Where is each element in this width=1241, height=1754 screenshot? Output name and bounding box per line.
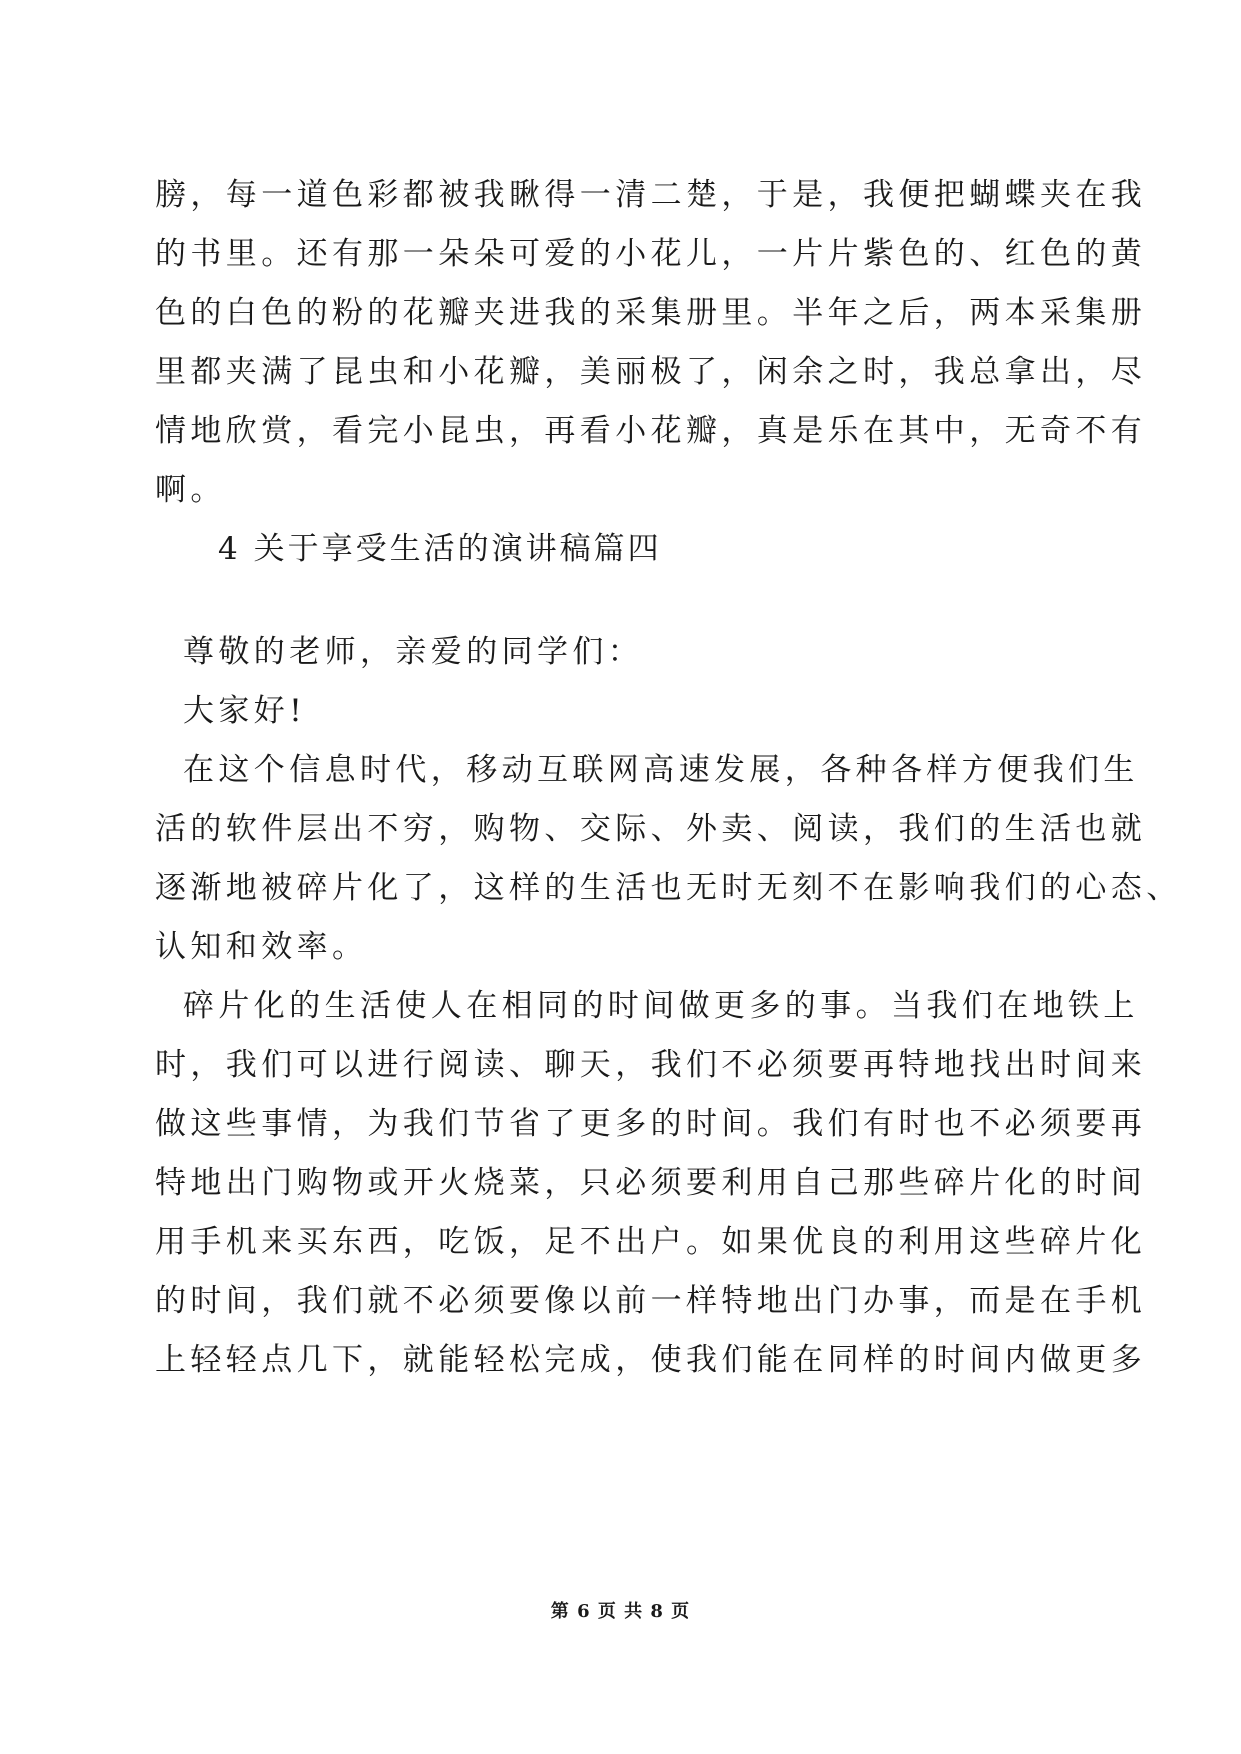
body-text-line: 膀，每一道色彩都被我瞅得一清二楚，于是，我便把蝴蝶夹在我 [155, 177, 1147, 213]
body-text-line: 情地欣赏，看完小昆虫，再看小花瓣，真是乐在其中，无奇不有 [155, 413, 1147, 449]
section-heading: 4 关于享受生活的演讲稿篇四 [218, 531, 662, 567]
paragraph-line: 在这个信息时代，移动互联网高速发展，各种各样方便我们生 [183, 752, 1139, 788]
paragraph-line: 的时间，我们就不必须要像以前一样特地出门办事，而是在手机 [155, 1283, 1147, 1319]
paragraph-line: 做这些事情，为我们节省了更多的时间。我们有时也不必须要再 [155, 1106, 1147, 1142]
greeting: 大家好! [183, 693, 307, 729]
paragraph-line: 时，我们可以进行阅读、聊天，我们不必须要再特地找出时间来 [155, 1047, 1147, 1083]
salutation: 尊敬的老师，亲爱的同学们： [183, 634, 644, 670]
paragraph-line: 活的软件层出不穷，购物、交际、外卖、阅读，我们的生活也就 [155, 811, 1147, 847]
page-number-footer: 第 6 页 共 8 页 [550, 1601, 691, 1622]
paragraph-line: 用手机来买东西，吃饭，足不出户。如果优良的利用这些碎片化 [155, 1224, 1147, 1260]
paragraph-line: 上轻轻点几下，就能轻松完成，使我们能在同样的时间内做更多 [155, 1342, 1147, 1378]
body-text-line: 的书里。还有那一朵朵可爱的小花儿，一片片紫色的、红色的黄 [155, 236, 1147, 272]
paragraph-line: 逐渐地被碎片化了，这样的生活也无时无刻不在影响我们的心态、 [155, 870, 1182, 906]
body-text-line: 啊。 [155, 472, 226, 508]
paragraph-line: 碎片化的生活使人在相同的时间做更多的事。当我们在地铁上 [183, 988, 1139, 1024]
paragraph-line: 认知和效率。 [155, 929, 368, 965]
paragraph-line: 特地出门购物或开火烧菜，只必须要利用自己那些碎片化的时间 [155, 1165, 1147, 1201]
body-text-line: 里都夹满了昆虫和小花瓣，美丽极了，闲余之时，我总拿出，尽 [155, 354, 1147, 390]
body-text-line: 色的白色的粉的花瓣夹进我的采集册里。半年之后，两本采集册 [155, 295, 1147, 331]
